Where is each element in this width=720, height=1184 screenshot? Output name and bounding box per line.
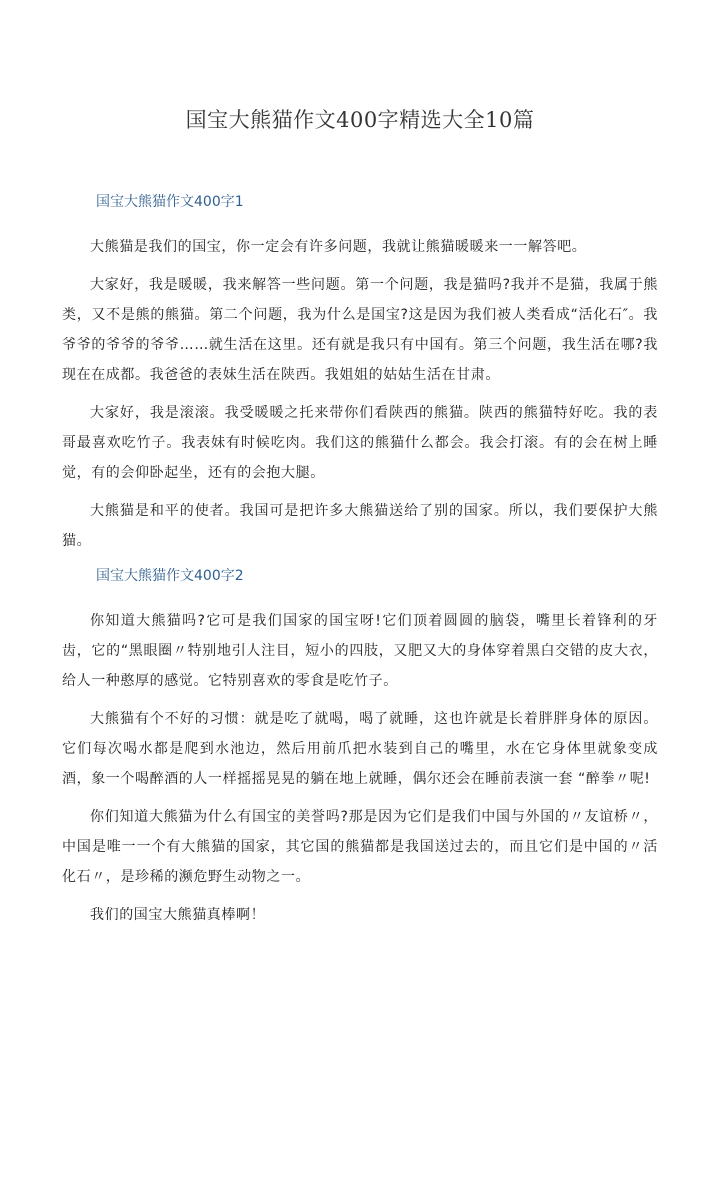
paragraph: 我们的国宝大熊猫真棒啊！ xyxy=(90,907,266,923)
paragraph: 大熊猫是我们的国宝，你一定会有许多问题，我就让熊猫暖暖来一一解答吧。 xyxy=(90,239,587,255)
paragraph: 你们知道大熊猫为什么有国宝的美誉吗?那是因为它们是我们中国与外国的〃友谊桥〃，中国是唯一一个有大熊猫的国家，其它国的熊猫都是我国送过去的，而且它们是中国的〃活化石〃，是珍稀的濒危野生动物之一。 xyxy=(62,809,658,885)
paragraph: 大家好，我是暖暖，我来解答一些问题。第一个问题，我是猫吗?我并不是猫，我属于熊类，又不是熊的熊猫。第二个问题，我为什么是国宝?这是因为我们被人类看成“活化石″。我爷爷的爷爷的爷爷……就生活在这里。还有就是我只有中国有。第三个问题，我生活在哪?我现在在成都。我爸爸的表妹生活在陕西。我姐姐的姑姑生活在甘肃。 xyxy=(62,277,658,383)
section-heading-2: 国宝大熊猫作文400字2 xyxy=(96,568,244,584)
document-title: 国宝大熊猫作文400字精选大全10篇 xyxy=(185,108,535,132)
paragraph: 大家好，我是滚滚。我受暖暖之托来带你们看陕西的熊猫。陕西的熊猫特好吃。我的表哥最喜欢吃竹子。我表妹有时候吃肉。我们这的熊猫什么都会。我会打滚。有的会在树上睡觉，有的会仰卧起坐，还有的会抱大腿。 xyxy=(62,405,658,481)
paragraph: 大熊猫是和平的使者。我国可是把许多大熊猫送给了别的国家。所以，我们要保护大熊猫。 xyxy=(62,503,658,549)
paragraph: 你知道大熊猫吗?它可是我们国家的国宝呀!它们顶着圆圆的脑袋，嘴里长着锋利的牙齿，它的“黑眼圈〃特别地引人注目，短小的四肢，又肥又大的身体穿着黑白交错的皮大衣，给人一种憨厚的感觉。它特别喜欢的零食是吃竹子。 xyxy=(62,613,658,689)
paragraph: 大熊猫有个不好的习惯：就是吃了就喝，喝了就睡，这也许就是长着胖胖身体的原因。它们每次喝水都是爬到水池边，然后用前爪把水装到自己的嘴里，水在它身体里就象变成酒，象一个喝醉酒的人一样摇摇晃晃的躺在地上就睡，偶尔还会在睡前表演一套 “醉拳〃呢! xyxy=(62,711,658,787)
document-body xyxy=(62,190,658,934)
section-heading-1: 国宝大熊猫作文400字1 xyxy=(96,194,244,210)
